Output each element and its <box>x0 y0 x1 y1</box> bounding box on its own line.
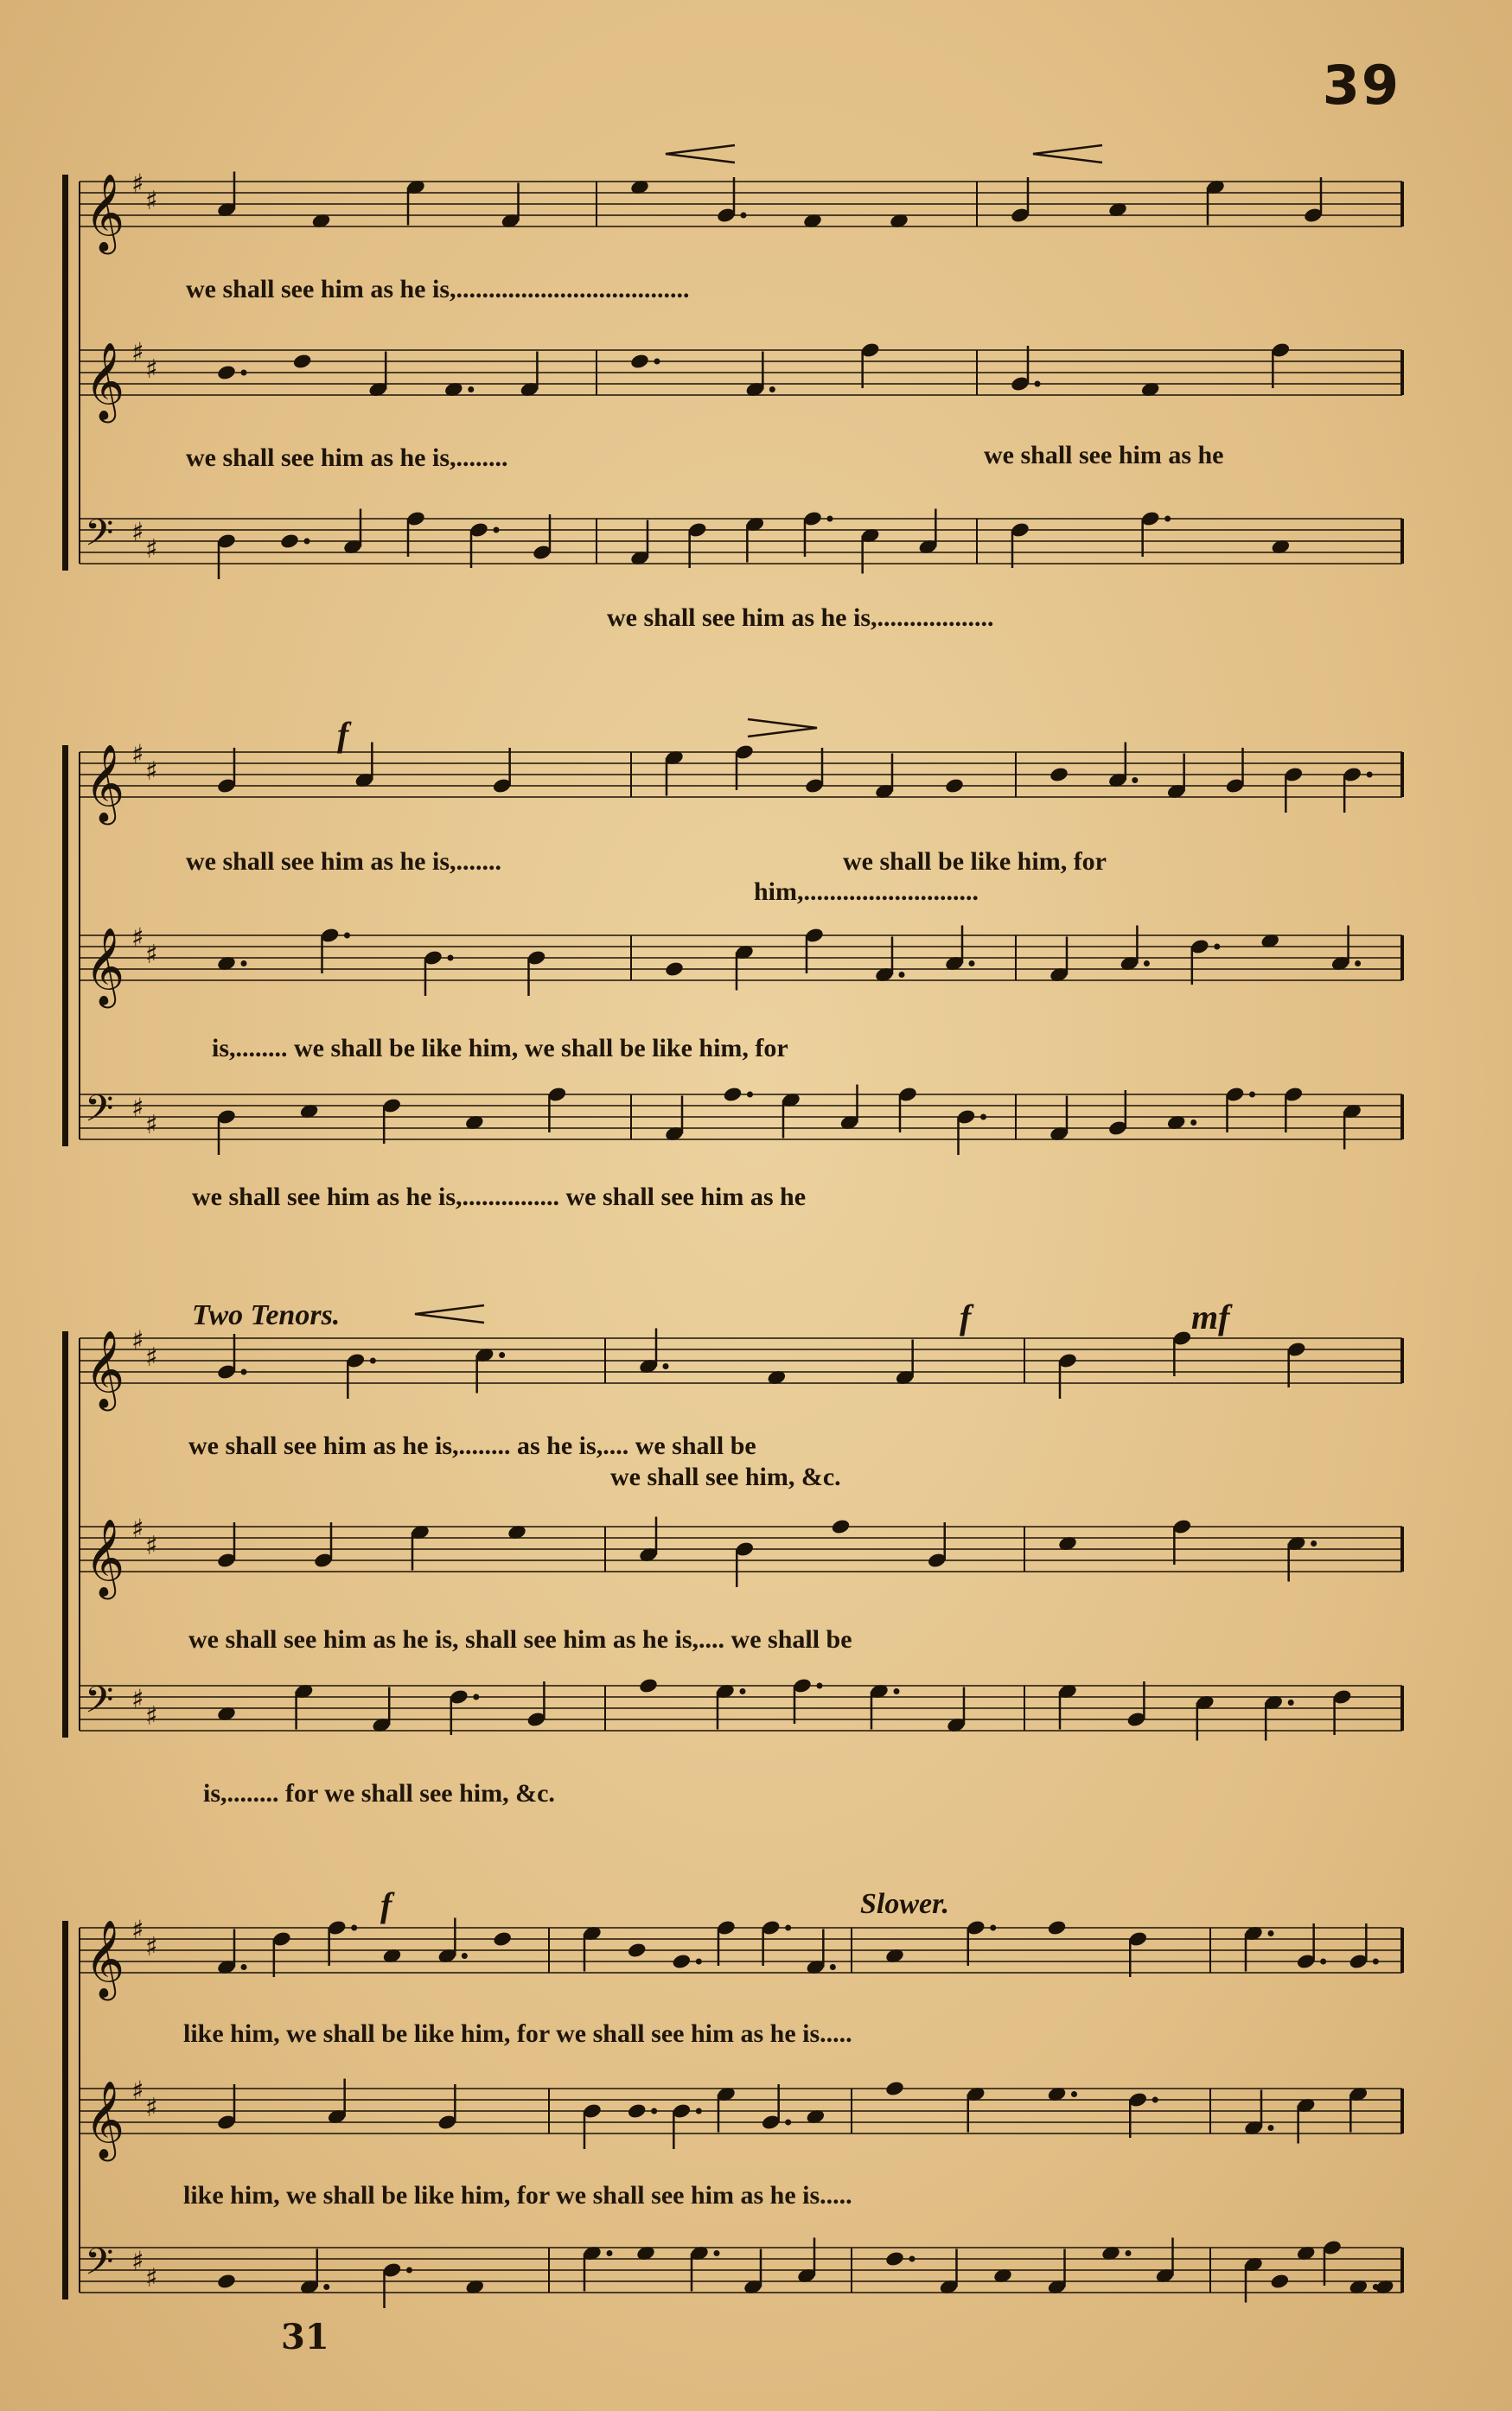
treble-clef-icon: 𝄞 <box>85 1330 125 1408</box>
dot <box>1367 772 1373 778</box>
sharp-icon: ♯ <box>145 1343 158 1373</box>
dot <box>1249 1092 1255 1098</box>
dot <box>980 1114 986 1120</box>
note-head <box>627 2102 648 2120</box>
bass-clef-icon: 𝄢 <box>85 1088 114 1139</box>
dot <box>304 539 310 545</box>
note-head <box>944 777 965 794</box>
dot <box>769 386 775 392</box>
dot <box>1288 1700 1294 1706</box>
crescendo-hairpin <box>666 145 735 163</box>
dot <box>785 2120 791 2126</box>
sharp-icon: ♯ <box>131 517 144 548</box>
dot <box>1268 1930 1274 1936</box>
bass-clef-icon: 𝄢 <box>85 1679 114 1731</box>
dot <box>1071 2091 1077 2097</box>
crescendo-hairpin <box>1033 145 1102 163</box>
dot <box>241 1964 247 1970</box>
sharp-icon: ♯ <box>131 1325 144 1356</box>
sharp-icon: ♯ <box>145 186 158 216</box>
dynamic-forte: f <box>337 715 349 754</box>
sharp-icon: ♯ <box>131 1514 144 1545</box>
note-head <box>492 1930 513 1948</box>
note-head <box>292 353 313 370</box>
dot <box>1373 1959 1379 1965</box>
dot <box>473 1694 479 1700</box>
dot <box>1311 1540 1317 1547</box>
dot <box>370 1358 376 1364</box>
lyric-s2-middle: is,........ we shall be like him, we shall be like him, for <box>212 1034 788 1062</box>
lyric-s2-top-c: him,........................... <box>754 877 979 906</box>
sharp-icon: ♯ <box>145 354 158 385</box>
dot <box>1126 2250 1132 2256</box>
sharp-icon: ♯ <box>145 534 158 564</box>
sharp-icon: ♯ <box>131 337 144 368</box>
dot <box>344 933 350 939</box>
lyric-s2-top-a: we shall see him as he is,....... <box>186 847 502 876</box>
sharp-icon: ♯ <box>145 756 158 787</box>
treble-clef-icon: 𝄞 <box>85 2081 125 2159</box>
direction-two-tenors: Two Tenors. <box>192 1299 341 1331</box>
dot <box>1214 944 1220 950</box>
page-number: 39 <box>1322 54 1400 117</box>
note-head <box>629 353 650 370</box>
sharp-icon: ♯ <box>131 1684 144 1715</box>
note-head <box>216 2273 237 2290</box>
lyric-s4-middle: like him, we shall be like him, for we shall see him as he is..... <box>183 2181 852 2210</box>
dot <box>696 2108 702 2114</box>
dot <box>406 2267 412 2274</box>
note-head <box>1049 766 1069 783</box>
lyric-s1-middle-a: we shall see him as he is,........ <box>186 443 508 472</box>
dot <box>1355 960 1361 966</box>
lyric-s2-bass: we shall see him as he is,............... we shall see him as he <box>192 1183 807 1211</box>
lyric-s3-top-b: we shall see him, &c. <box>610 1463 841 1491</box>
note-head <box>672 1953 692 1970</box>
note-head <box>279 533 300 550</box>
dot <box>909 2256 915 2262</box>
dot <box>1268 2125 1274 2131</box>
note-head <box>664 960 685 978</box>
treble-clef-icon: 𝄞 <box>85 928 125 1005</box>
lyric-s3-bass: is,........ for we shall see him, &c. <box>203 1779 555 1808</box>
lyric-s3-middle: we shall see him as he is, shall see him as he is,.... we shall be <box>188 1625 852 1654</box>
dot <box>494 527 500 533</box>
dot <box>990 1925 996 1931</box>
dot <box>827 516 833 522</box>
dot <box>651 2108 657 2114</box>
footer-number: 31 <box>281 2317 329 2357</box>
sharp-icon: ♯ <box>131 739 144 770</box>
sharp-icon: ♯ <box>145 1932 158 1962</box>
sharp-icon: ♯ <box>145 940 158 970</box>
lyric-s1-middle-b: we shall see him as he <box>984 441 1224 469</box>
dot <box>899 972 905 978</box>
dot <box>894 1688 900 1694</box>
decrescendo-hairpin <box>748 719 817 737</box>
lyric-s3-top-a: we shall see him as he is,........ as he is,.... we shall be <box>188 1432 756 1460</box>
dynamic-forte: f <box>960 1298 972 1336</box>
sharp-icon: ♯ <box>131 1915 144 1946</box>
dot <box>1035 381 1041 387</box>
dot <box>969 960 975 966</box>
dot <box>1164 516 1171 522</box>
dot <box>241 370 247 376</box>
treble-clef-icon: 𝄞 <box>85 174 125 252</box>
note-head <box>216 364 237 381</box>
dot <box>696 1959 702 1965</box>
dot <box>785 1925 791 1931</box>
dot <box>468 386 474 392</box>
dot <box>323 2284 329 2290</box>
dot <box>1320 1959 1326 1965</box>
dot <box>1132 777 1138 783</box>
dot <box>448 955 454 961</box>
bass-clef-icon: 𝄢 <box>85 512 114 564</box>
dot <box>663 1363 669 1369</box>
lyric-s2-top-b: we shall be like him, for <box>843 847 1107 876</box>
sharp-icon: ♯ <box>145 2093 158 2123</box>
note-head <box>638 1677 659 1694</box>
dot <box>462 1953 468 1959</box>
dynamic-forte: f <box>380 1885 392 1924</box>
sharp-icon: ♯ <box>131 922 144 954</box>
lyric-s1-top: we shall see him as he is,.................................... <box>186 275 690 303</box>
system-bracket <box>62 175 68 571</box>
sharp-icon: ♯ <box>145 2263 158 2293</box>
dot <box>654 359 660 365</box>
treble-clef-icon: 𝄞 <box>85 744 125 822</box>
crescendo-hairpin <box>415 1305 484 1323</box>
sharp-icon: ♯ <box>131 1093 144 1124</box>
dot <box>1152 2097 1158 2103</box>
dot <box>351 1925 357 1931</box>
dot <box>741 213 747 219</box>
treble-clef-icon: 𝄞 <box>85 342 125 420</box>
dot <box>499 1352 505 1358</box>
dot <box>1190 1119 1196 1126</box>
dot <box>1144 960 1150 966</box>
dot <box>747 1092 753 1098</box>
note-head <box>831 1518 852 1535</box>
note-head <box>627 1942 648 1959</box>
dot <box>740 1688 746 1694</box>
note-head <box>884 2080 905 2097</box>
sharp-icon: ♯ <box>145 1701 158 1732</box>
dot <box>830 1964 836 1970</box>
note-head <box>1047 1919 1068 1936</box>
note-head <box>723 1086 743 1103</box>
dot <box>714 2250 720 2256</box>
lyric-s4-top: like him, we shall be like him, for we shall see him as he is..... <box>183 2019 852 2048</box>
system-bracket <box>62 1921 68 2299</box>
treble-clef-icon: 𝄞 <box>85 1920 125 1998</box>
system-bracket <box>62 1331 68 1738</box>
note-head <box>1270 2273 1291 2290</box>
sharp-icon: ♯ <box>131 2076 144 2107</box>
direction-slower: Slower. <box>860 1888 949 1920</box>
dot <box>817 1683 823 1689</box>
dot <box>607 2250 613 2256</box>
sharp-icon: ♯ <box>145 1110 158 1140</box>
sharp-icon: ♯ <box>145 1531 158 1561</box>
dot <box>241 1369 247 1375</box>
bass-clef-icon: 𝄢 <box>85 2241 114 2293</box>
lyric-s1-bass: we shall see him as he is,.................. <box>607 603 994 632</box>
dynamic-mezzo-forte: mf <box>1191 1298 1230 1336</box>
system-bracket <box>62 745 68 1146</box>
sharp-icon: ♯ <box>131 169 144 200</box>
sharp-icon: ♯ <box>131 2246 144 2277</box>
dot <box>241 960 247 966</box>
note-head <box>884 2250 905 2267</box>
treble-clef-icon: 𝄞 <box>85 1519 125 1597</box>
